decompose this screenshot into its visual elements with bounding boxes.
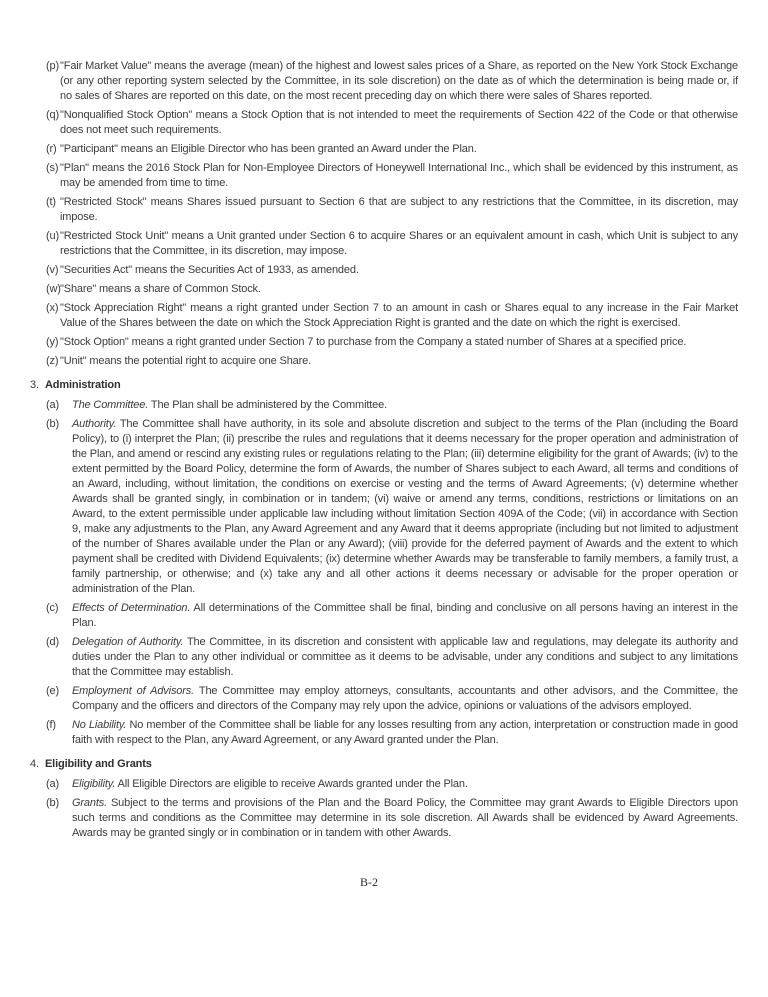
section-title: Administration [45,379,121,391]
item-text: "Plan" means the 2016 Stock Plan for Non-Employee Directors of Honeywell International Inc., which shall be evidenced by this instrument, as may be amended from time to time. [60,162,738,189]
item-marker: (v) [46,264,59,276]
item-text: The Plan shall be administered by the Committee. [150,399,388,411]
item-text: "Nonqualified Stock Option" means a Stock Option that is not intended to meet the requirements of Section 422 of the Code or that otherwise does not meet such requirements. [60,109,738,136]
item-text: "Fair Market Value" means the average (mean) of the highest and lowest sales prices of a Share, as reported on the New York Stock Exchange (or any other reporting system selected by the Committee, in its sole discretion) on the date as of which the determination is being made or, if no sales of Shares are reported on this date, on the most recent preceding day on which there were sales of Shares reported. [60,60,738,102]
item-marker: (z) [46,355,59,367]
item-text: Subject to the terms and provisions of the Plan and the Board Policy, the Committee may grant Awards to Eligible Directors upon such terms and conditions as the Committee may determine in its sole discretion. All Awards shall be evidenced by Award Agreements. Awards may be granted singly or in combination or in tandem with other Awards. [72,797,739,839]
item-text: "Participant" means an Eligible Director who has been granted an Award under the Plan. [60,143,477,155]
section-items [46,777,738,841]
item-marker: (t) [46,196,56,208]
item-marker: (a) [46,399,59,411]
item-marker: (c) [46,602,59,614]
item-marker: (a) [46,778,59,790]
item-lead: Employment of Advisors. [72,685,195,697]
item-text: "Stock Appreciation Right" means a right granted under Section 7 to an amount in cash or Shares equal to any increase in the Fair Market Value of the Shares between the date on which the Stock Appreciation Right is granted and the date on which the right is exercised. [60,302,738,329]
item-text: "Restricted Stock Unit" means a Unit granted under Section 6 to acquire Shares or an equivalent amount in cash, which Unit is subject to any restrictions that the Committee, in its discretion, may impose. [60,230,738,257]
item-text: No member of the Committee shall be liable for any losses resulting from any action, interpretation or construction made in good faith with respect to the Plan, any Award Agreement, or any Award granted under the Plan. [72,719,738,746]
item-lead: Delegation of Authority. [72,636,184,648]
definition-item [46,161,738,191]
section-title: Eligibility and Grants [45,758,152,770]
item-lead: Eligibility. [72,778,116,790]
section-heading [30,378,738,393]
item-marker: (q) [46,109,59,121]
item-marker: (b) [46,418,59,430]
section-number: 3. [30,379,39,391]
definition-item [46,142,738,157]
item-lead: No Liability. [72,719,127,731]
sub-item [46,796,738,841]
definition-item [46,195,738,225]
item-lead: Authority. [72,418,117,430]
section-items [46,398,738,748]
sub-item [46,684,738,714]
item-text: "Share" means a share of Common Stock. [60,283,261,295]
item-lead: Grants. [72,797,108,809]
sub-item [46,635,738,680]
item-text: "Restricted Stock" means Shares issued pursuant to Section 6 that are subject to any restrictions that the Committee, in its discretion, may impose. [60,196,738,223]
definition-item [46,335,738,350]
item-lead: Effects of Determination. [72,602,191,614]
item-lead: The Committee. [72,399,149,411]
item-marker: (f) [46,719,56,731]
sub-item [46,777,738,792]
definition-item [46,282,738,297]
item-marker: (d) [46,636,59,648]
definitions-list [46,59,738,373]
sub-item [46,398,738,413]
item-text: The Committee may employ attorneys, consultants, accountants and other advisors, and the Committee, the Company and the officers and directors of the Company may rely upon the advice, opinions or valuations of the advisors employed. [72,685,738,712]
section-number: 4. [30,758,39,770]
section-administration [0,373,738,752]
item-text: "Securities Act" means the Securities Act of 1933, as amended. [60,264,359,276]
section-eligibility-and-grants [0,752,738,845]
definition-item [46,301,738,331]
definition-item [46,108,738,138]
page-number: B-2 [360,875,378,889]
sub-item [46,417,738,597]
item-text: "Unit" means the potential right to acquire one Share. [60,355,312,367]
item-text: "Stock Option" means a right granted under Section 7 to purchase from the Company a stated number of Shares at a specified price. [60,336,687,348]
item-text: The Committee, in its discretion and consistent with applicable law and regulations, may delegate its authority and duties under the Plan to any other individual or committee as it deems to be advisable, under any conditions and subject to any limitations that the Committee may establish. [72,636,738,678]
item-marker: (b) [46,797,59,809]
item-marker: (p) [46,60,59,72]
definition-item [46,354,738,369]
item-text: The Committee shall have authority, in its sole and absolute discretion and subject to the terms of the Plan (including the Board Policy), to (i) interpret the Plan; (ii) prescribe the rules and regulations that it deems necessary for the proper operation and administration of the Plan, and amend or rescind any existing rules or regulations relating to the Plan; (iii) determine eligibility for the grant of Awards; (iv) to the extent permitted by the Board Policy, determine the form of Awards, the number of Shares subject to each Award, all terms and conditions of an Award, including, without limitation, the conditions on exercise or vesting and the terms of Award Agreements; (v) determine whether Awards shall be granted singly, in combination or in tandem; (vi) waive or amend any terms, conditions, restrictions or limitations on an Award, to the extent permissible under applicable law including without limitation Section 409A of the Code; (vii) in accordance with Section 9, make any adjustments to the Plan, any Award Agreement and any Award that it deems appropriate (including but not limited to adjustment of the number of Shares available under the Plan or any Award); (viii) provide for the deferred payment of Awards and the extent to which payment shall be credited with Dividend Equivalents; (ix) determine whether Awards may be transferable to family members, a family trust, a family partnership, or otherwise; and (x) take any and all other actions it deems necessary or advisable for the proper operation or administration of the Plan. [72,418,738,595]
definition-item [46,263,738,278]
item-marker: (x) [46,302,59,314]
item-text: All Eligible Directors are eligible to receive Awards granted under the Plan. [117,778,468,790]
item-marker: (u) [46,230,59,242]
item-marker: (e) [46,685,59,697]
item-marker: (w) [46,283,61,295]
sub-item [46,601,738,631]
definition-item [46,229,738,259]
section-heading [30,757,738,772]
item-marker: (y) [46,336,59,348]
item-marker: (r) [46,143,57,155]
definition-item [46,59,738,104]
item-text: All determinations of the Committee shall be final, binding and conclusive on all persons having an interest in the Plan. [72,602,738,629]
item-marker: (s) [46,162,59,174]
sub-item [46,718,738,748]
